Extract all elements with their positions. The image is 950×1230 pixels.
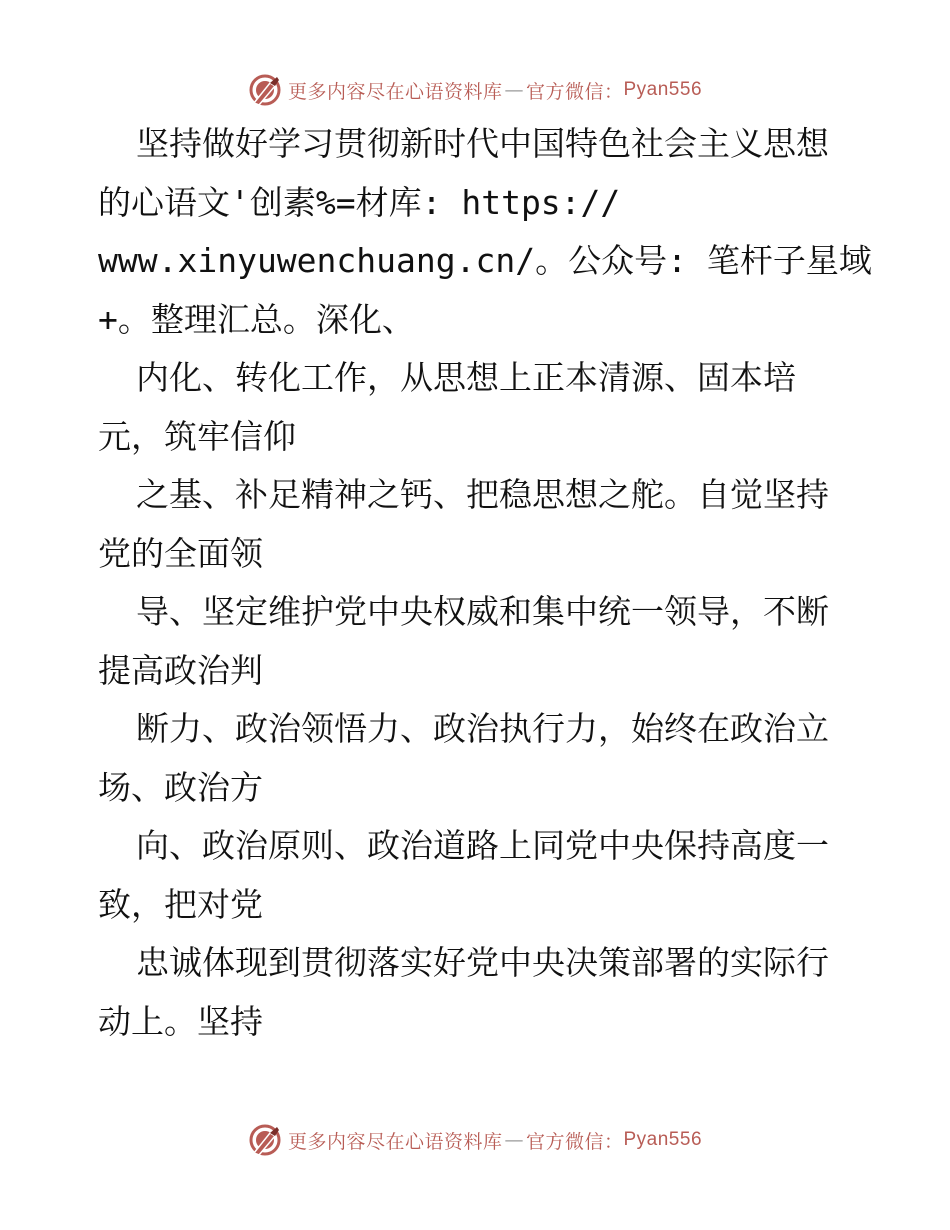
banner-wechat-label: 官方微信：	[525, 80, 624, 103]
text-line: 元，筑牢信仰	[98, 416, 296, 456]
text-line: 导、坚定维护党中央权威和集中统一领导，不断	[136, 592, 829, 631]
banner-wechat-id: Pyan556	[623, 1129, 703, 1150]
pen-logo-icon	[248, 73, 282, 107]
document-body	[98, 115, 872, 1051]
text-line: 的心语文'创素%=材库: https://	[98, 182, 621, 222]
text-line: +。整理汇总。深化、	[98, 299, 415, 339]
text-line: 坚持做好学习贯彻新时代中国特色社会主义思想	[136, 124, 829, 163]
text-line: 忠诚体现到贯彻落实好党中央决策部署的实际行	[136, 943, 829, 982]
text-line: 致，把对党	[98, 884, 263, 924]
banner-dash: —	[504, 79, 524, 101]
banner-wechat-label: 官方微信：	[525, 1130, 624, 1153]
text-line: www.xinyuwenchuang.cn/。公众号: 笔杆子星域	[98, 241, 872, 280]
banner-dash: —	[504, 1129, 524, 1151]
banner-main-text: 更多内容尽在心语资料库	[287, 1130, 503, 1153]
text-line: 向、政治原则、政治道路上同党中央保持高度一	[136, 826, 829, 865]
text-line: 党的全面领	[98, 533, 263, 573]
text-line: 动上。坚持	[98, 1001, 263, 1041]
banner-wechat-id: Pyan556	[623, 79, 703, 100]
header-banner	[0, 70, 950, 110]
footer-banner	[0, 1120, 950, 1160]
banner-main-text: 更多内容尽在心语资料库	[287, 80, 503, 103]
text-line: 场、政治方	[98, 767, 263, 807]
text-line: 之基、补足精神之钙、把稳思想之舵。自觉坚持	[136, 475, 829, 514]
text-line: 断力、政治领悟力、政治执行力，始终在政治立	[136, 709, 829, 748]
text-line: 提高政治判	[98, 650, 263, 690]
pen-logo-icon	[248, 1123, 282, 1157]
text-line: 内化、转化工作，从思想上正本清源、固本培	[136, 358, 796, 397]
